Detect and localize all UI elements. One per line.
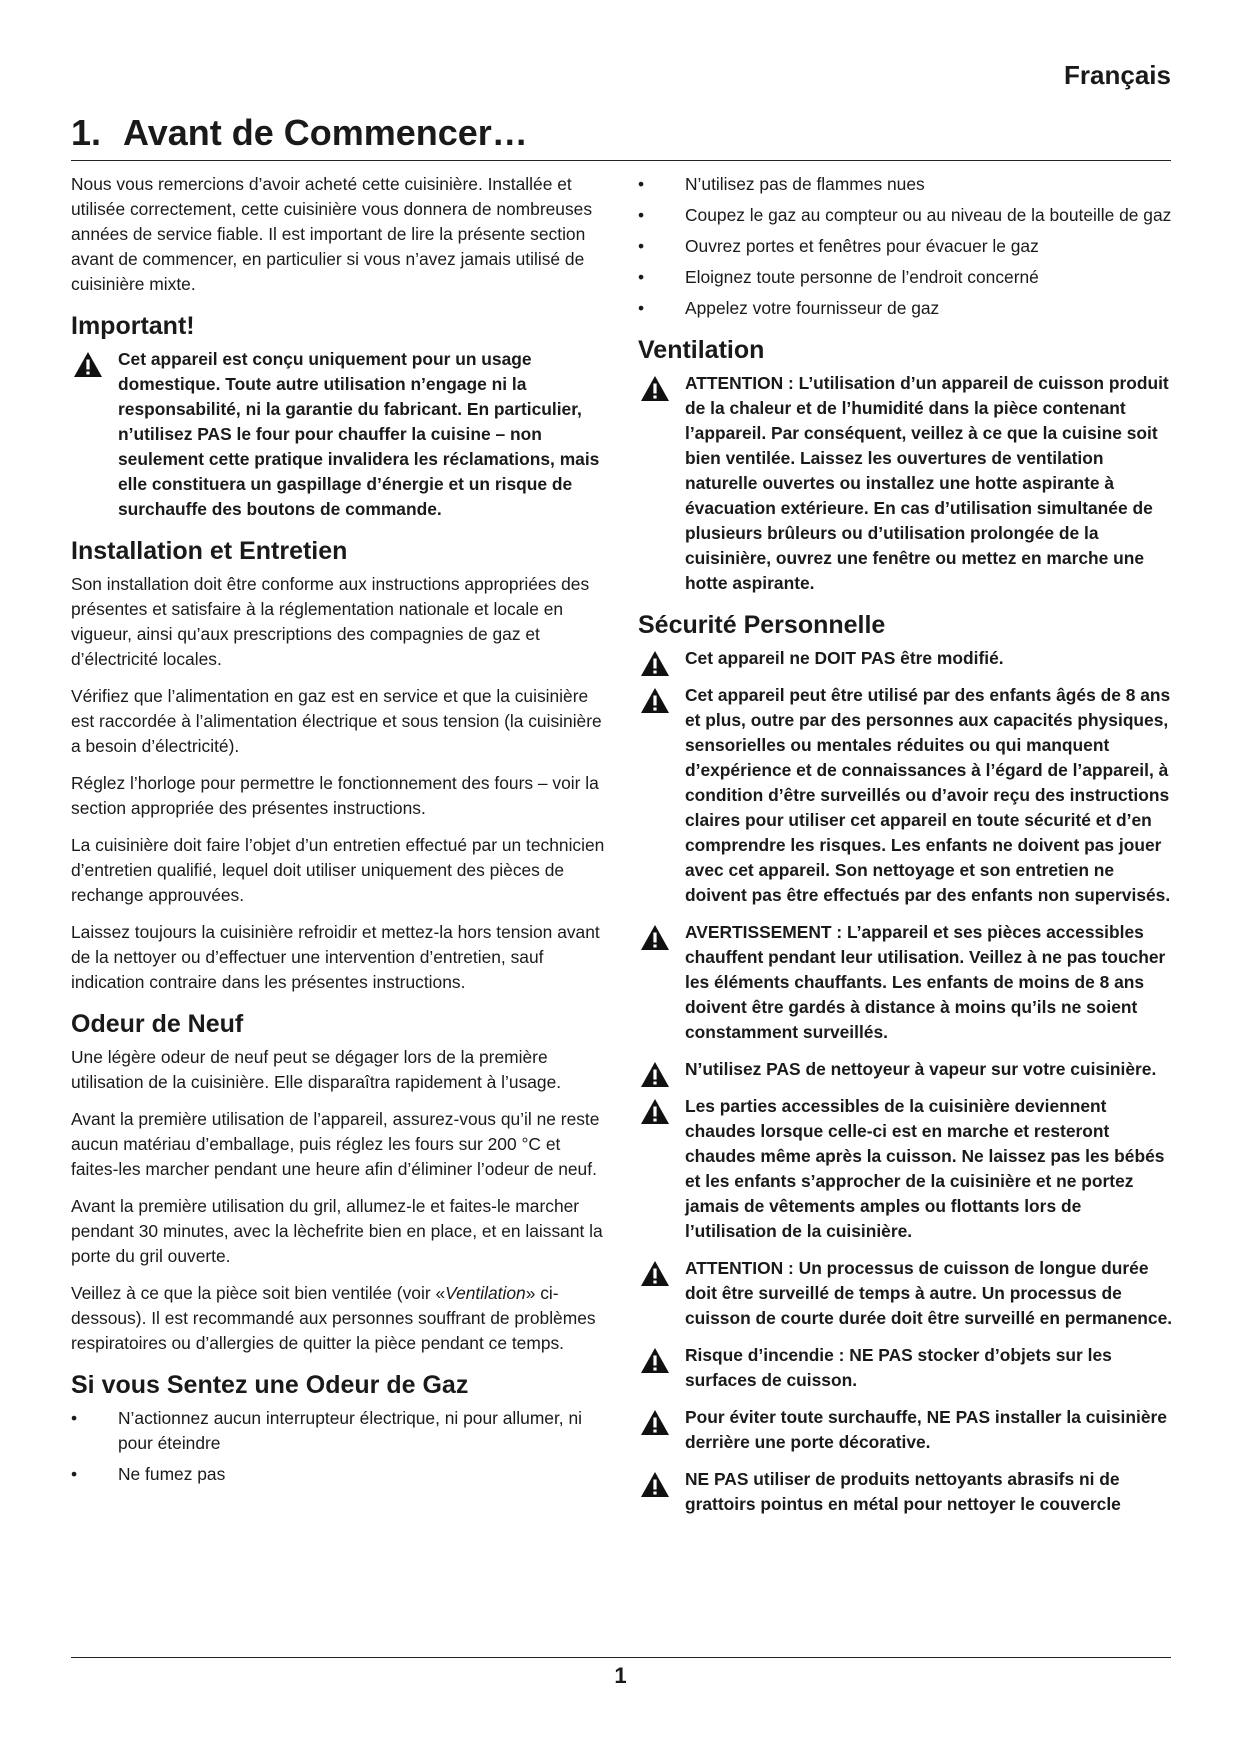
- odeur-text: » ci-dessous). Il est recommandé aux personnes souffrant de problèmes respiratoires ou d’allergies de quitter la pièce pendant ce temps.: [71, 1283, 596, 1353]
- warning-text: Cet appareil ne DOIT PAS être modifié.: [685, 648, 1004, 668]
- list-item-text: Eloignez toute personne de l’endroit concerné: [685, 267, 1039, 287]
- page-number: 1: [614, 1663, 627, 1688]
- warning-block: [638, 1057, 1173, 1082]
- warning-icon: [640, 375, 670, 402]
- installation-paragraph: La cuisinière doit faire l’objet d’un entretien effectué par un technicien d’entretien qualifié, lequel doit utiliser uniquement des pièces de rechange approuvées.: [71, 835, 605, 905]
- warning-icon: [640, 1347, 670, 1374]
- bullet-icon: •: [638, 205, 645, 225]
- warning-text: AVERTISSEMENT : L’appareil et ses pièces accessibles chauffent pendant leur utilisation. Veillez à ne pas toucher les éléments chauffants. Les enfants de moins de 8 ans doivent être gardés à distance à moins qu’ils ne soient constamment surveillés.: [685, 922, 1166, 1042]
- list-item-text: Appelez votre fournisseur de gaz: [685, 298, 940, 318]
- installation-heading: Installation et Entretien: [71, 537, 348, 565]
- list-item: [71, 1462, 608, 1487]
- language-label: Français: [1064, 60, 1171, 90]
- bullet-icon: •: [638, 298, 645, 318]
- bullet-icon: •: [71, 1464, 78, 1484]
- left-column: [71, 172, 608, 1497]
- warning-block: [638, 646, 1173, 671]
- list-item-text: Coupez le gaz au compteur ou au niveau de la bouteille de gaz: [685, 205, 1172, 225]
- warning-text: ATTENTION : Un processus de cuisson de longue durée doit être surveillé de temps à autre. Un processus de cuisson de courte durée doit être surveillé en permanence.: [685, 1258, 1173, 1328]
- list-item: [638, 265, 1173, 290]
- warning-icon: [640, 924, 670, 951]
- warning-icon: [640, 687, 670, 714]
- warning-text: N’utilisez PAS de nettoyeur à vapeur sur votre cuisinière.: [685, 1059, 1157, 1079]
- bullet-icon: •: [638, 267, 645, 287]
- installation-paragraph: Vérifiez que l’alimentation en gaz est en service et que la cuisinière est raccordée à l’alimentation électrique et sous tension (la cuisinière a besoin d’électricité).: [71, 686, 602, 756]
- list-item: [638, 203, 1173, 228]
- gas-heading: Si vous Sentez une Odeur de Gaz: [71, 1371, 469, 1399]
- installation-paragraph: Laissez toujours la cuisinière refroidir et mettez-la hors tension avant de la nettoyer ou d’effectuer une intervention d’entretien, sauf indication contraire dans les présentes instructions.: [71, 922, 600, 992]
- right-column: [638, 172, 1173, 1529]
- odeur-paragraph: Avant la première utilisation du gril, allumez-le et faites-le marcher pendant 30 minutes, avec la lèchefrite bien en place, et en laissant la porte du gril ouverte.: [71, 1196, 603, 1266]
- warning-block: [638, 1256, 1173, 1331]
- odeur-paragraph: Une légère odeur de neuf peut se dégager lors de la première utilisation de la cuisinière. Elle disparaîtra rapidement à l’usage.: [71, 1047, 562, 1092]
- list-item: [71, 1406, 608, 1456]
- gas-bullet-list-continued: [638, 172, 1173, 321]
- warning-block: [638, 1343, 1173, 1393]
- list-item-text: Ne fumez pas: [118, 1464, 226, 1484]
- important-heading: Important!: [71, 312, 195, 340]
- warning-block: [638, 920, 1173, 1045]
- warning-block: [638, 1405, 1173, 1455]
- bullet-icon: •: [71, 1408, 78, 1428]
- warning-text: Cet appareil est conçu uniquement pour un usage domestique. Toute autre utilisation n’engage ni la responsabilité, ni la garantie du fabricant. En particulier, n’utilisez PAS le four pour chauffer la cuisine – non seulement cette pratique invalidera les réclamations, mais elle constituera un gaspillage d’énergie et un risque de surchauffe des boutons de commande.: [118, 349, 600, 519]
- ventilation-heading: Ventilation: [638, 336, 765, 364]
- warning-text: Pour éviter toute surchauffe, NE PAS installer la cuisinière derrière une porte décorative.: [685, 1407, 1167, 1452]
- section-title-text: Avant de Commencer…: [123, 112, 528, 153]
- footer-divider: [71, 1657, 1171, 1658]
- installation-paragraph: Son installation doit être conforme aux instructions appropriées des présentes et satisfaire à la réglementation nationale et locale en vigueur, ainsi qu’aux prescriptions des compagnies de gaz et d’électricité locales.: [71, 574, 590, 669]
- odeur-heading: Odeur de Neuf: [71, 1010, 244, 1038]
- warning-icon: [640, 1061, 670, 1088]
- warning-icon: [640, 1098, 670, 1125]
- warning-block: [638, 683, 1173, 908]
- warning-icon: [640, 1260, 670, 1287]
- warning-icon: [73, 351, 103, 378]
- odeur-paragraph: [71, 1281, 608, 1356]
- warning-icon: [640, 650, 670, 677]
- list-item: [638, 296, 1173, 321]
- gas-bullet-list: [71, 1406, 608, 1487]
- odeur-text: Veillez à ce que la pièce soit bien ventilée (voir «: [71, 1283, 446, 1303]
- warning-text: Risque d’incendie : NE PAS stocker d’objets sur les surfaces de cuisson.: [685, 1345, 1112, 1390]
- warning-text: Les parties accessibles de la cuisinière deviennent chaudes lorsque celle-ci est en marche et resteront chaudes même après la cuisson. Ne laissez pas les bébés et les enfants s’approcher de la cuisinière et ne portez jamais de vêtements amples ou flottants lors de l’utilisation de la cuisinière.: [685, 1096, 1165, 1241]
- warning-text: ATTENTION : L’utilisation d’un appareil de cuisson produit de la chaleur et de l’humidité dans la pièce contenant l’appareil. Par conséquent, veillez à ce que la cuisine soit bien ventilée. Laissez les ouvertures de ventilation naturelle ouvertes ou installez une hotte aspirante à évacuation extérieure. En cas d’utilisation simultanée de plusieurs brûleurs ou d’utilisation prolongée de la cuisinière, ouvrez une fenêtre ou mettez en marche une hotte aspirante.: [685, 373, 1169, 593]
- list-item: [638, 172, 1173, 197]
- bullet-icon: •: [638, 236, 645, 256]
- warning-block: [638, 371, 1173, 596]
- warning-icon: [640, 1409, 670, 1436]
- securite-heading: Sécurité Personnelle: [638, 611, 886, 639]
- list-item-text: N’utilisez pas de flammes nues: [685, 174, 925, 194]
- section-title: [71, 112, 1171, 161]
- warning-block: [71, 347, 608, 522]
- intro-paragraph: Nous vous remercions d’avoir acheté cette cuisinière. Installée et utilisée correctement, cette cuisinière vous donnera de nombreuses années de service fiable. Il est important de lire la présente section avant de commencer, en particulier si vous n’avez jamais utilisé de cuisinière mixte.: [71, 174, 593, 294]
- ventilation-reference: Ventilation: [445, 1283, 526, 1303]
- warning-text: Cet appareil peut être utilisé par des enfants âgés de 8 ans et plus, outre par des personnes aux capacités physiques, sensorielles ou mentales réduites ou qui manquent d’expérience et de connaissances à l’égard de l’appareil, à condition d’être surveillés ou d’avoir reçu des instructions claires pour utiliser cet appareil en toute sécurité et d’en comprendre les risques. Les enfants ne doivent pas jouer avec cet appareil. Son nettoyage et son entretien ne doivent pas être effectués par des enfants non supervisés.: [685, 685, 1171, 905]
- list-item: [638, 234, 1173, 259]
- installation-paragraph: Réglez l’horloge pour permettre le fonctionnement des fours – voir la section appropriée des présentes instructions.: [71, 773, 599, 818]
- list-item-text: Ouvrez portes et fenêtres pour évacuer le gaz: [685, 236, 1039, 256]
- list-item-text: N’actionnez aucun interrupteur électrique, ni pour allumer, ni pour éteindre: [118, 1408, 583, 1453]
- bullet-icon: •: [638, 174, 645, 194]
- warning-block: [638, 1094, 1173, 1244]
- warning-text: NE PAS utiliser de produits nettoyants abrasifs ni de grattoirs pointus en métal pour nettoyer le couvercle: [685, 1469, 1121, 1514]
- warning-block: [638, 1467, 1173, 1517]
- warning-icon: [640, 1471, 670, 1498]
- section-number: 1.: [71, 112, 102, 153]
- odeur-paragraph: Avant la première utilisation de l’appareil, assurez-vous qu’il ne reste aucun matériau d’emballage, puis réglez les fours sur 200 °C et faites-les marcher pendant une heure afin d’éliminer l’odeur de neuf.: [71, 1109, 600, 1179]
